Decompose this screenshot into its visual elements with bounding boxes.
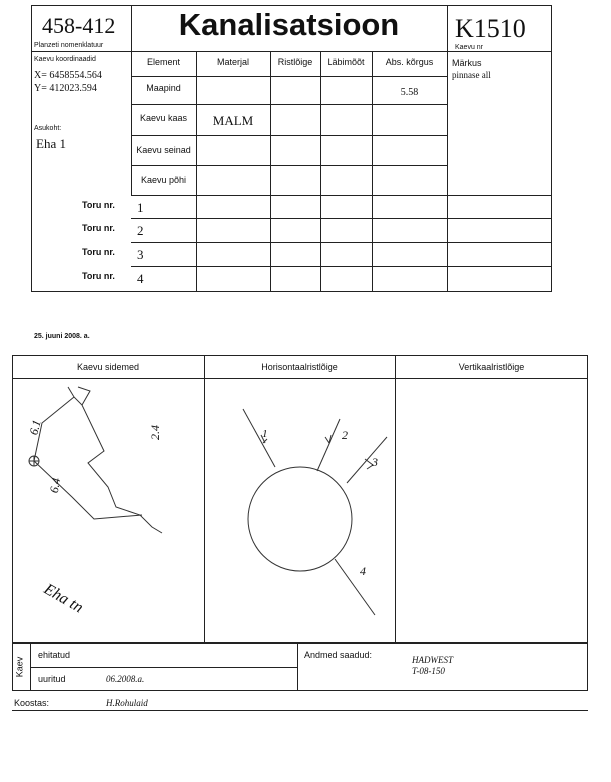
data-from-value-1: HADWEST [412, 655, 453, 665]
ties-mark-6-1: 6.1 [26, 418, 44, 437]
pipe-label-2: Toru nr. [82, 223, 115, 233]
street-name: Eha tn [40, 580, 86, 617]
pipe-label-4: Toru nr. [82, 271, 115, 281]
pipe-label-3: Toru nr. [82, 247, 115, 257]
panel-title-ties: Kaevu sidemed [76, 362, 140, 372]
compiled-value: H.Rohulaid [106, 698, 148, 708]
material-kaevu-kaas: MALM [212, 113, 254, 128]
row-label-kaevu-kaas: Kaevu kaas [139, 113, 188, 123]
horizontal-section-sketch [205, 379, 395, 643]
coordinate-x: X= 6458554.564 [34, 70, 102, 81]
ties-mark-2-4: 2.4 [148, 425, 162, 440]
pipe-mark-4: 4 [360, 564, 366, 578]
pipe-mark-3: 3 [372, 455, 378, 469]
date-note: 25. juuni 2008. a. [34, 333, 90, 340]
nomenclature-number: 458-412 [42, 13, 116, 38]
footer-side-label: Kaev [14, 656, 25, 678]
row-label-maapind: Maapind [146, 83, 181, 93]
data-from-value-2: T-08-150 [412, 666, 445, 676]
location-value: Eha 1 [36, 136, 66, 151]
pipe-number-2: 2 [137, 223, 144, 238]
nomenclature-caption: Planzeti nomenklatuur [34, 42, 104, 49]
pipe-label-1: Toru nr. [82, 200, 115, 210]
pipe-mark-2: 2 [342, 428, 348, 442]
surveyed-value: 06.2008.a. [106, 674, 145, 684]
panel-title-vertical: Vertikaalristlõige [458, 362, 525, 372]
col-header-elevation: Abs. kõrgus [385, 57, 434, 67]
pipe-number-1: 1 [137, 200, 144, 215]
pipe-mark-1: 1 [262, 428, 268, 440]
elevation-maapind: 5.58 [400, 87, 419, 98]
col-header-element: Element [146, 57, 181, 67]
pipe-number-3: 3 [137, 247, 144, 262]
built-label: ehitatud [38, 650, 71, 660]
location-caption: Asukoht: [34, 125, 62, 132]
compiled-label: Koostas: [14, 698, 50, 708]
col-header-section: Ristlõige [277, 57, 313, 67]
panel-title-horizontal: Horisontaalristlõige [261, 362, 338, 372]
ties-mark-6-4: 6.4 [46, 476, 64, 495]
col-header-material: Materjal [216, 57, 249, 67]
manhole-circle [248, 467, 352, 571]
row-label-kaevu-pohi: Kaevu põhi [140, 175, 187, 185]
well-id-caption: Kaevu nr [455, 44, 484, 51]
well-id: K1510 [455, 14, 526, 43]
coordinate-y: Y= 412023.594 [34, 83, 97, 94]
row-label-kaevu-seinad: Kaevu seinad [136, 145, 191, 155]
surveyed-label: uuritud [38, 674, 66, 684]
remark-value: pinnase all [452, 70, 491, 80]
col-header-diameter: Läbimõõt [327, 57, 365, 67]
coordinates-caption: Kaevu koordinaadid [34, 56, 96, 63]
col-header-remark: Märkus [452, 58, 482, 68]
pipe-number-4: 4 [137, 271, 144, 286]
page-title: Kanalisatsioon [178, 7, 400, 42]
ties-sketch [12, 379, 204, 643]
data-from-label: Andmed saadud: [304, 650, 373, 660]
